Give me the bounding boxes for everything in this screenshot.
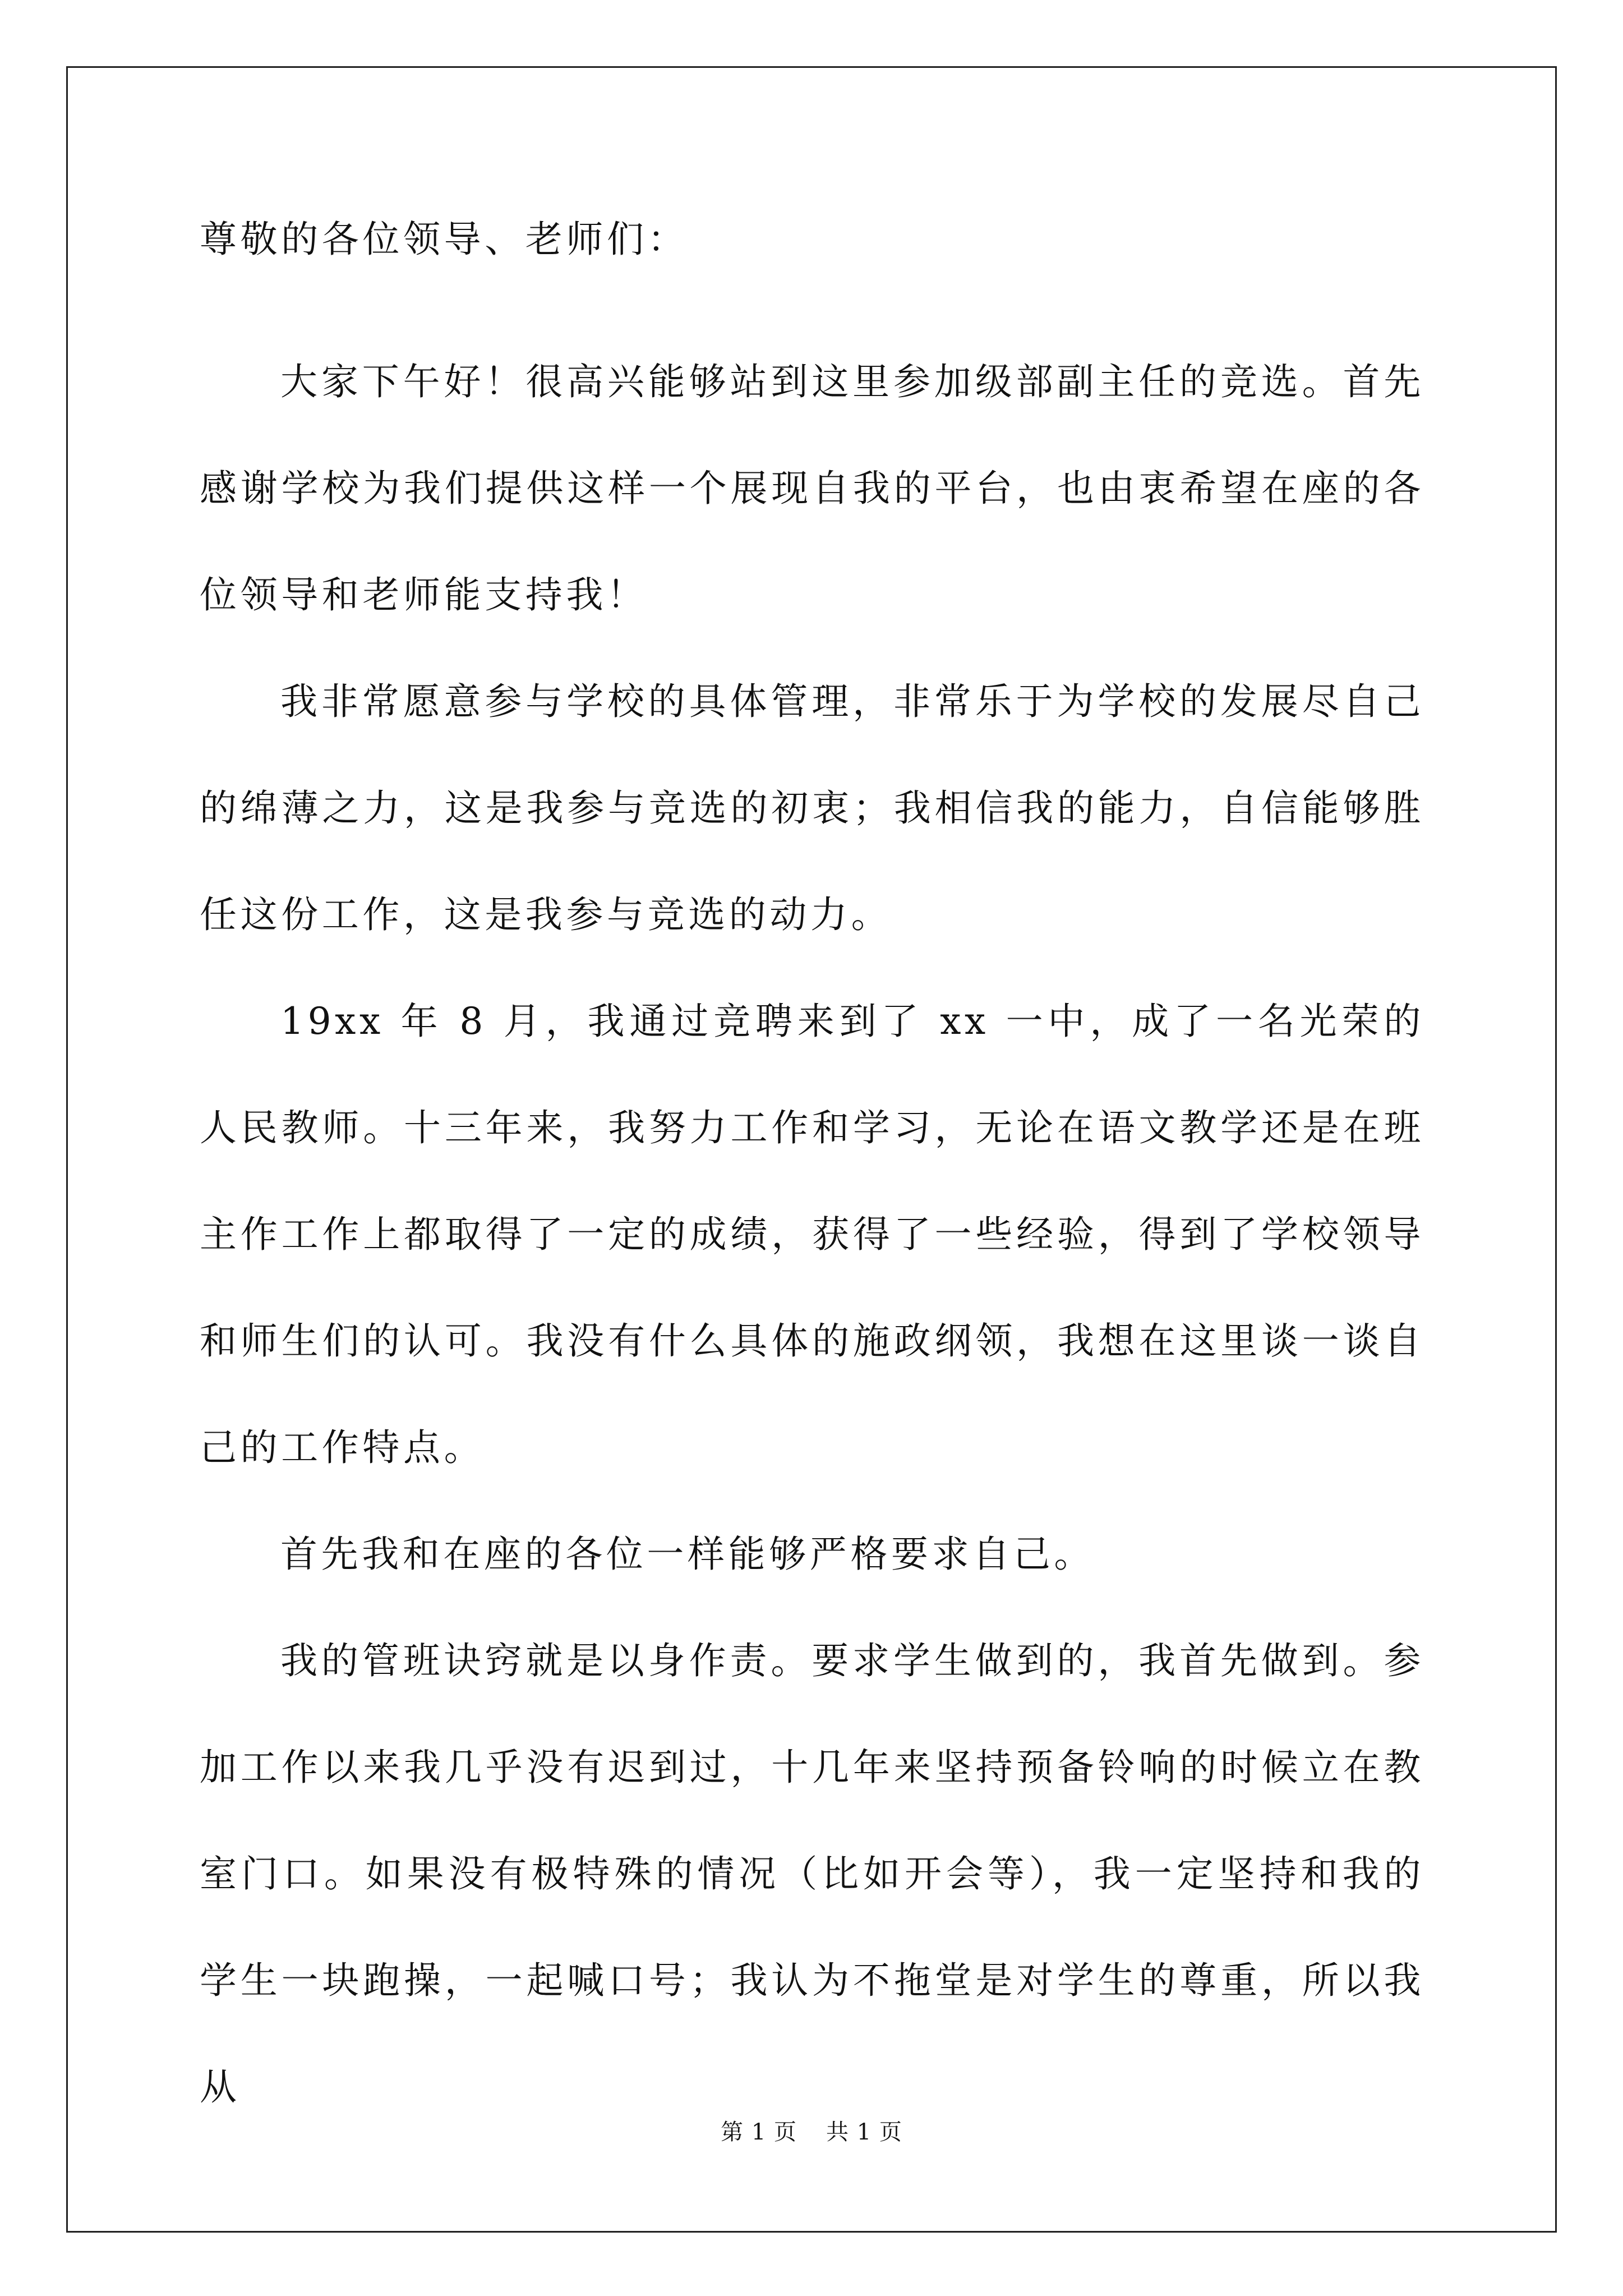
paragraph-3: 19xx 年 8 月，我通过竞聘来到了 xx 一中，成了一名光荣的人民教师。十三年来，我努力工作和学习，无论在语文教学还是在班主作工作上都取得了一定的成绩，获得了一些经验，得到了学校领导和师生们的认可。我没有什么具体的施政纲领，我想在这里谈一谈自己的工作特点。	[200, 1000, 1424, 1469]
paragraph-4: 首先我和在座的各位一样能够严格要求自己。	[280, 1533, 1095, 1576]
paragraph-2: 我非常愿意参与学校的具体管理，非常乐于为学校的发展尽自己的绵薄之力，这是我参与竞选的初衷；我相信我的能力，自信能够胜任这份工作，这是我参与竞选的动力。	[200, 680, 1424, 936]
paragraph-1: 大家下午好！很高兴能够站到这里参加级部副主任的竞选。首先感谢学校为我们提供这样一个展现自我的平台，也由衷希望在座的各位领导和老师能支持我！	[200, 360, 1424, 616]
paragraph-5: 我的管班诀窍就是以身作责。要求学生做到的，我首先做到。参加工作以来我几乎没有迟到过，十几年来坚持预备铃响的时候立在教室门口。如果没有极特殊的情况（比如开会等），我一定坚持和我的学生一块跑操，一起喊口号；我认为不拖堂是对学生的尊重，所以我从	[200, 1639, 1424, 2109]
document-body	[200, 218, 1424, 2141]
page-footer	[0, 2116, 1623, 2148]
page-total: 共 1 页	[826, 2119, 902, 2145]
page-number: 第 1 页	[721, 2119, 797, 2145]
salutation: 尊敬的各位领导、老师们：	[200, 218, 689, 261]
